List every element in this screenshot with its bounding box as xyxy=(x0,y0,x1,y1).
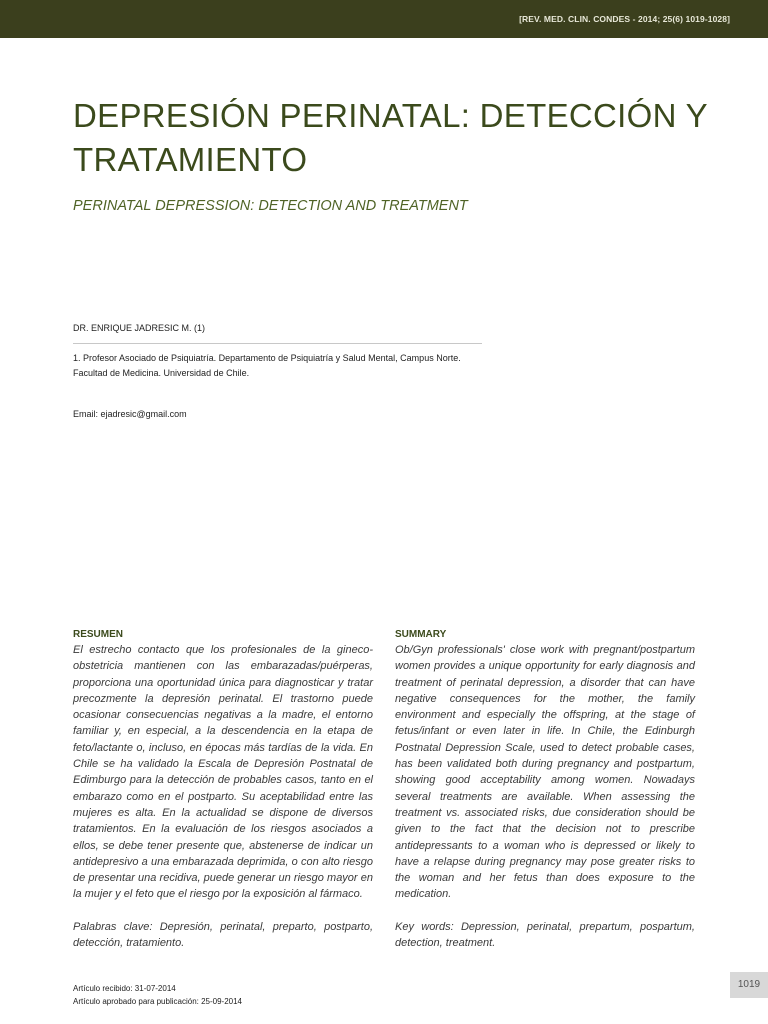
summary-text: Ob/Gyn professionals' close work with pregnant/postpartum women provides a unique opportunity for early diagnosis and treatment of perinatal depression, a disorder that can have negative consequences for the mother, the family environment and especially the offspring, at the stage of fetus/infant or even later in life. In Chile, the Edinburgh Postnatal Depression Scale, used to detect probable cases, has been validated both during pregnancy and postpartum, showing good acceptability among women. Nowadays several treatments are available. When assessing the treatment vs. associated risks, due consideration should be given to the fact that the decision not to prescribe antidepressants to a woman who is depressed or likely to have a relapse during pregnancy may pose greater risks to the woman and her fetus than does exposure to the medication. xyxy=(395,644,695,901)
summary-column xyxy=(395,627,695,951)
author-email: Email: ejadresic@gmail.com xyxy=(73,409,187,419)
author-affiliation: 1. Profesor Asociado de Psiquiatría. Departamento de Psiquiatría y Salud Mental, Campus Norte. Facultad de Medicina. Universidad de Chile. xyxy=(73,353,461,378)
journal-header-band xyxy=(0,0,768,38)
received-date: Artículo recibido: 31-07-2014 xyxy=(73,984,176,993)
summary-keywords: Key words: Depression, perinatal, prepartum, pospartum, detection, treatment. xyxy=(395,920,695,950)
divider xyxy=(73,343,482,344)
author-name: DR. ENRIQUE JADRESIC M. (1) xyxy=(73,323,206,333)
resumen-keywords: Palabras clave: Depresión, perinatal, preparto, postparto, detección, tratamiento. xyxy=(73,920,373,950)
resumen-column xyxy=(73,627,373,951)
article-title: DEPRESIÓN PERINATAL: DETECCIÓN Y TRATAMIENTO xyxy=(73,97,708,178)
article-subtitle: PERINATAL DEPRESSION: DETECTION AND TREATMENT xyxy=(73,198,468,214)
journal-citation: [REV. MED. CLIN. CONDES - 2014; 25(6) 1019-1028] xyxy=(519,14,730,24)
resumen-text: El estrecho contacto que los profesionales de la gineco-obstetricia mantienen con las embarazadas/puérperas, proporciona una oportunidad única para diagnosticar y tratar precozmente la depresión perinatal. El trastorno puede ocasionar consecuencias negativas a la madre, el entorno familiar y, en especial, a la descendencia en la etapa de feto/lactante o, incluso, en épocas más tardías de la vida. En Chile se ha validado la Escala de Depresión Postnatal de Edimburgo para la detección de probables casos, tanto en el embarazo como en el postparto. Su aceptabilidad entre las mujeres es alta. En la actualidad se dispone de diversos tratamientos. En la evaluación de los riesgos asociados a ellos, se debe tener presente que, abstenerse de indicar un antidepresivo a una embarazada deprimida, o con alto riesgo de presentar una recidiva, puede generar un riesgo mayor en la mujer y el feto que el riesgo por la exposición al fármaco. xyxy=(73,644,373,901)
resumen-heading: RESUMEN xyxy=(73,629,124,640)
approved-date: Artículo aprobado para publicación: 25-09-2014 xyxy=(73,997,243,1006)
summary-heading: SUMMARY xyxy=(395,629,447,640)
article-dates xyxy=(73,982,242,1008)
page-number: 1019 xyxy=(730,972,768,998)
